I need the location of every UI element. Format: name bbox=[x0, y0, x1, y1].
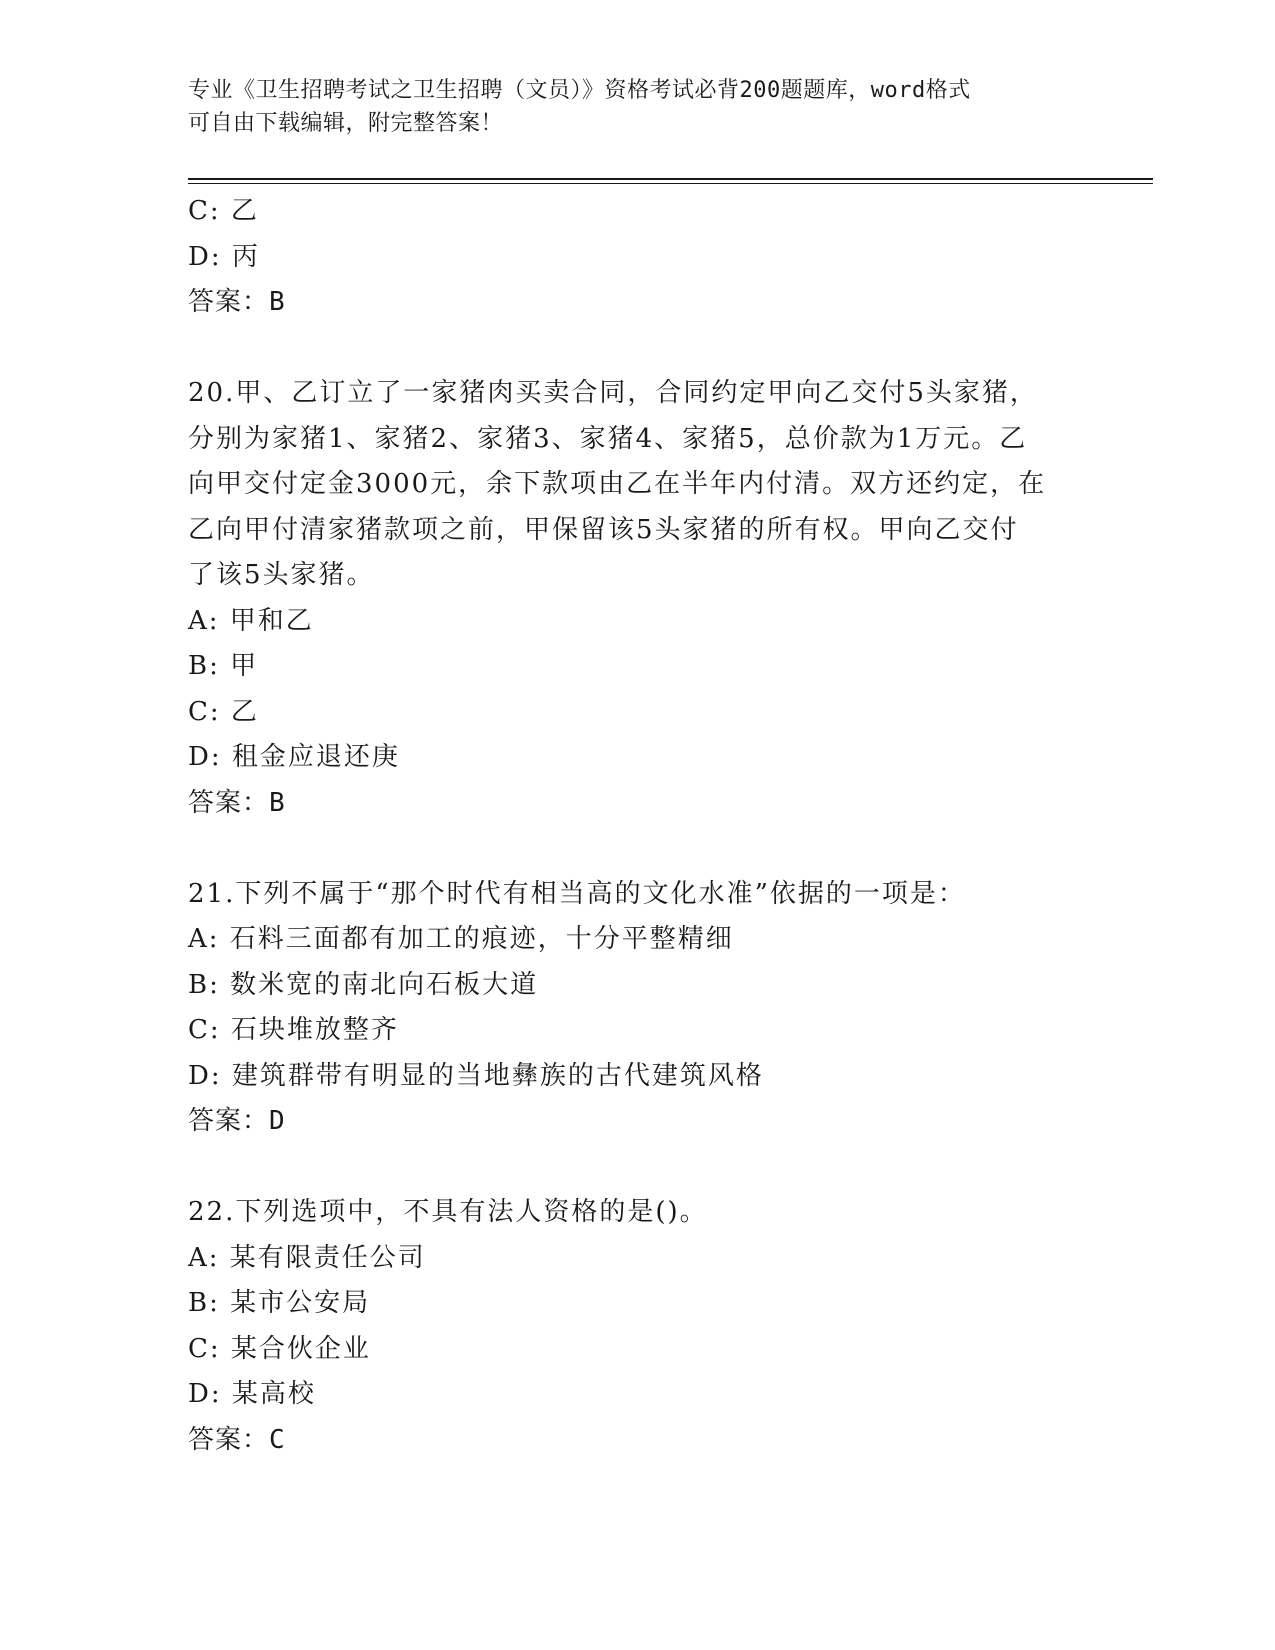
option-d: D: 丙 bbox=[188, 241, 260, 272]
question-stem-line: 了该5头家猪。 bbox=[188, 560, 375, 590]
spacer bbox=[188, 1145, 1088, 1191]
option-a: A: 石料三面都有加工的痕迹，十分平整精细 bbox=[188, 924, 734, 954]
option-b: B: 甲 bbox=[188, 651, 259, 681]
answer-line: 答案：B bbox=[188, 287, 286, 317]
spacer bbox=[188, 326, 1088, 372]
option-a: A: 某有限责任公司 bbox=[188, 1242, 426, 1273]
option-b: B: 数米宽的南北向石板大道 bbox=[188, 969, 539, 1000]
option-c: C: 某合伙企业 bbox=[188, 1333, 371, 1364]
question-stem-line: 乙向甲付清家猪款项之前，甲保留该5头家猪的所有权。甲向乙交付 bbox=[188, 514, 1019, 545]
header-divider-thick bbox=[188, 178, 1153, 180]
answer-line: 答案：B bbox=[188, 787, 286, 818]
option-c: C: 乙 bbox=[188, 196, 259, 226]
option-d: D: 建筑群带有明显的当地彝族的古代建筑风格 bbox=[188, 1060, 764, 1091]
question-stem-line: 20.甲、乙订立了一家猪肉买卖合同，合同约定甲向乙交付5头家猪， bbox=[188, 378, 1038, 408]
spacer bbox=[188, 826, 1088, 872]
answer-line: 答案：C bbox=[188, 1424, 286, 1455]
question-stem-line: 向甲交付定金3000元，余下款项由乙在半年内付清。双方还约定，在 bbox=[188, 469, 1047, 499]
question-21 bbox=[188, 872, 1088, 1145]
question-22 bbox=[188, 1190, 1088, 1463]
answer-line: 答案：D bbox=[188, 1106, 286, 1136]
header-divider-thin bbox=[188, 183, 1153, 184]
question-stem: 21.下列不属于“那个时代有相当高的文化水准”依据的一项是： bbox=[188, 878, 966, 909]
question-20 bbox=[188, 371, 1088, 826]
option-b: B: 某市公安局 bbox=[188, 1288, 371, 1318]
question-content bbox=[188, 189, 1088, 1463]
document-header bbox=[188, 74, 1088, 140]
option-c: C: 石块堆放整齐 bbox=[188, 1015, 399, 1045]
option-d: D: 租金应退还庚 bbox=[188, 742, 400, 772]
option-c: C: 乙 bbox=[188, 696, 259, 727]
question-stem-line: 分别为家猪1、家猪2、家猪3、家猪4、家猪5，总价款为1万元。乙 bbox=[188, 423, 1028, 454]
question-stem: 22.下列选项中，不具有法人资格的是()。 bbox=[188, 1197, 708, 1227]
header-title-line-2: 可自由下载编辑，附完整答案！ bbox=[188, 111, 504, 136]
previous-question-tail bbox=[188, 189, 1088, 326]
header-title-line-1: 专业《卫生招聘考试之卫生招聘（文员）》资格考试必背200题题库，word格式 bbox=[188, 78, 971, 103]
option-a: A: 甲和乙 bbox=[188, 605, 314, 636]
option-d: D: 某高校 bbox=[188, 1379, 316, 1409]
